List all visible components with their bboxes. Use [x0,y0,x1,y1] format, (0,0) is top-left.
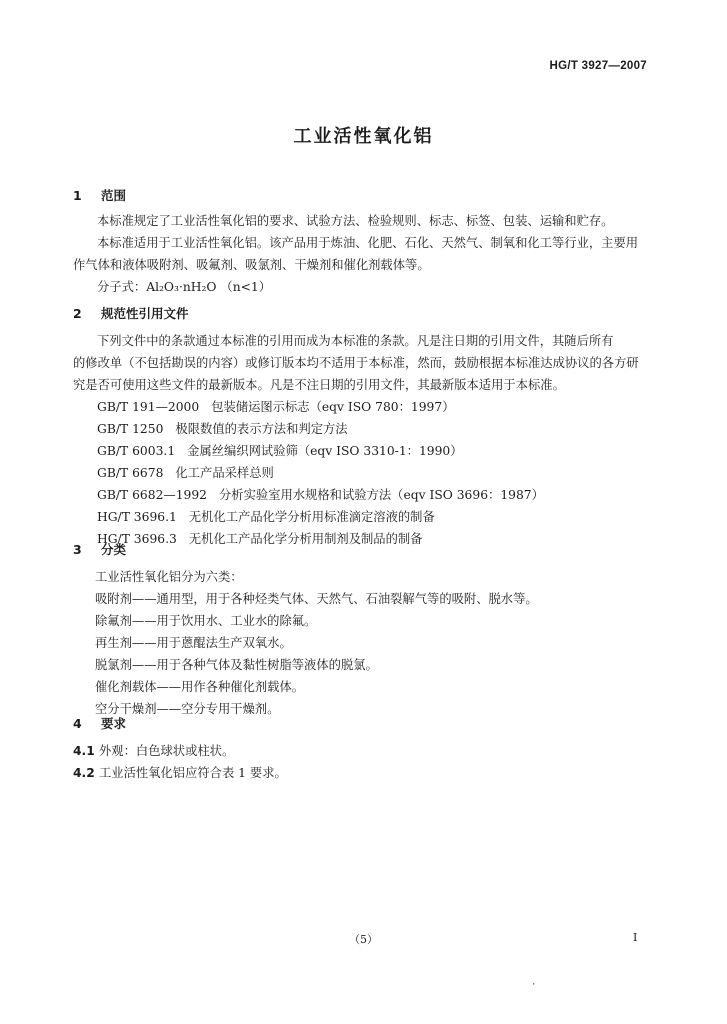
paragraph-line: 工业活性氧化铝分为六类： [95,570,243,584]
category-item: 吸附剂——通用型，用于各种烃类气体、天然气、石油裂解气等的吸附、脱水等。 [95,592,538,606]
section-title: 范围 [101,188,127,203]
category-item: 再生剂——用于蒽醌法生产双氧水。 [95,636,292,650]
reference-item [97,484,687,506]
paragraph-line: 究是否可使用这些文件的最新版本。凡是不注日期的引用文件，其最新版本适用于本标准。 [73,378,565,392]
reference-item [97,462,687,484]
section-number: 2 [73,306,82,321]
paragraph-line: 本标准规定了工业活性氧化铝的要求、试验方法、检验规则、标志、标签、包装、运输和贮存。 [97,214,614,228]
reference-title: 分析实验室用水规格和试验方法（eqv ISO 3696：1987） [219,488,544,502]
edge-mark: I [633,931,638,944]
section-number: 1 [73,188,82,203]
dot-mark: ˙ [531,982,537,995]
clause-number: 4.1 [73,744,95,758]
reference-code: GB/T 6678 [97,466,164,480]
reference-title: 极限数值的表示方法和判定方法 [175,422,348,436]
section-2-heading [73,304,189,322]
clause-text: 外观：白色球状或柱状。 [99,744,235,758]
clause-text: 工业活性氧化铝应符合表 1 要求。 [99,766,287,780]
section-1-heading [73,186,126,204]
section-4-heading [73,714,126,732]
reference-item [97,418,687,440]
reference-item [97,528,687,550]
category-item: 脱氯剂——用于各种气体及黏性树脂等液体的脱氯。 [95,658,378,672]
page-title: 工业活性氧化铝 [293,126,434,147]
reference-code: GB/T 6682—1992 [97,488,207,502]
reference-item [97,506,687,528]
paragraph-line: 下列文件中的条款通过本标准的引用而成为本标准的条款。凡是注日期的引用文件，其随后所有 [97,334,614,348]
clause-item [73,762,663,784]
formula-line: 分子式：Al₂O₃·nH₂O （n<1） [97,280,272,294]
reference-title: 无机化工产品化学分析用制剂及制品的制备 [188,532,423,546]
reference-title: 金属丝编织网试验筛（eqv ISO 3310-1：1990） [187,444,463,458]
category-item: 空分干燥剂——空分专用干燥剂。 [95,702,280,716]
paragraph-line: 的修改单（不包括勘误的内容）或修订版本均不适用于本标准，然而，鼓励根据本标准达成协议的各方研 [73,356,639,370]
clause-item [73,740,663,762]
reference-code: HG/T 3696.3 [97,532,177,546]
section-title: 规范性引用文件 [101,306,189,321]
clause-number: 4.2 [73,766,95,780]
reference-title: 化工产品采样总则 [175,466,274,480]
reference-item [97,440,687,462]
paragraph-line: 作气体和液体吸附剂、吸氟剂、吸氯剂、干燥剂和催化剂载体等。 [73,258,430,272]
category-item: 催化剂载体——用作各种催化剂载体。 [95,680,305,694]
reference-code: GB/T 6003.1 [97,444,176,458]
reference-item [97,396,687,418]
section-3-heading [73,540,126,558]
reference-title: 无机化工产品化学分析用标准滴定溶液的制备 [188,510,435,524]
section-number: 4 [73,716,82,731]
section-number: 3 [73,542,82,557]
reference-code: GB/T 191—2000 [97,400,200,414]
section-title: 要求 [101,716,127,731]
standard-code: HG/T 3927—2007 [549,60,647,72]
category-item: 除氟剂——用于饮用水、工业水的除氟。 [95,614,317,628]
page-number: （5） [349,933,378,946]
reference-code: HG/T 3696.1 [97,510,177,524]
reference-title: 包装储运图示标志（eqv ISO 780：1997） [211,400,455,414]
paragraph-line: 本标准适用于工业活性氧化铝。该产品用于炼油、化肥、石化、天然气、制氧和化工等行业，主要用 [97,236,639,250]
section-title: 分类 [101,542,127,557]
reference-code: GB/T 1250 [97,422,164,436]
